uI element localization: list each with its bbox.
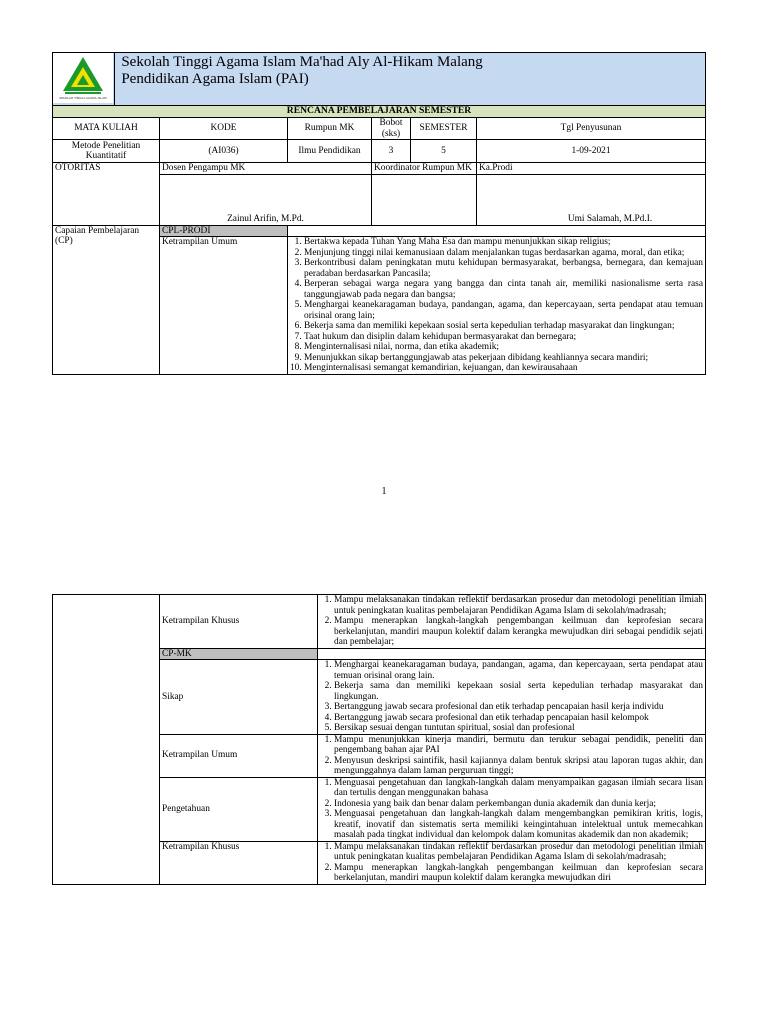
pengetahuan-cell xyxy=(318,777,706,841)
header-tgl-penyusunan: Tgl Penyusunan xyxy=(477,118,706,140)
header-semester: SEMESTER xyxy=(411,118,477,140)
koordinator-header: Koordinator Rumpun MK xyxy=(372,163,477,175)
ketrampilan-khusus-cell xyxy=(318,595,706,649)
list-item: 2. Mampu menerapkan langkah-langkah pengembangan keilmuan dan keprofesian secara berkelanjutan, mandiri maupun kolektif dalam kerangka mewujudkan diri sebagai pendidik sejati dan pembelajar; xyxy=(334,616,703,648)
kaprodi-header: Ka.Prodi xyxy=(477,163,706,175)
course-semester: 5 xyxy=(411,140,477,163)
list-item: 1. Mampu melaksanakan tindakan reflektif berdasarkan prosedur dan metodologi penelitian ilmiah untuk peningkatan kualitas pembelajaran Pendidikan Agama Islam di sekolah/madrasah; xyxy=(334,595,703,616)
header-bobot: Bobot (sks) xyxy=(372,118,411,140)
list-item: 6. Bekerja sama dan memiliki kepekaan sosial serta kepedulian terhadap masyarakat dan lingkungan; xyxy=(304,321,703,332)
ketrampilan-khusus-cpmk-cell xyxy=(318,841,706,884)
list-item: 5. Bersikap sesuai dengan tuntutan spiritual, sosial dan profesional xyxy=(334,723,703,734)
course-date: 1-09-2021 xyxy=(477,140,706,163)
institution-name: Sekolah Tinggi Agama Islam Ma'had Aly Al-Hikam Malang xyxy=(121,54,483,70)
dosen-pengampu-name: Zainul Arifin, M.Pd. xyxy=(160,174,372,225)
document-title: RENCANA PEMBELAJARAN SEMESTER xyxy=(53,106,706,118)
list-item: 1. Mampu menunjukkan kinerja mandiri, bermutu dan terukur sebagai pendidik, peneliti dan pengembang bahan ajar PAI xyxy=(334,735,703,756)
list-item: 7. Taat hukum dan disiplin dalam kehidupan bermasyarakat dan bernegara; xyxy=(304,332,703,343)
institution-logo xyxy=(53,53,115,105)
list-item: 5. Menghargai keanekaragaman budaya, pandangan, agama, dan kepercayaan, serta pendapat atau temuan orisinal orang lain; xyxy=(304,300,703,321)
list-item: 2. Menjunjung tinggi nilai kemanusiaan dalam menjalankan tugas berdasarkan agama, moral, dan etika; xyxy=(304,248,703,259)
pengetahuan-label: Pengetahuan xyxy=(160,777,318,841)
course-code: (AI036) xyxy=(160,140,288,163)
header-mata-kuliah: MATA KULIAH xyxy=(53,118,160,140)
pengetahuan-list xyxy=(320,778,703,841)
ketrampilan-khusus-label: Ketrampilan Khusus xyxy=(160,595,318,649)
ketrampilan-umum-cell xyxy=(288,237,706,375)
ketrampilan-umum-cpmk-cell xyxy=(318,734,706,777)
ketrampilan-umum-cpmk-list xyxy=(320,735,703,777)
list-item: 4. Bertanggung jawab secara profesional dan etik terhadap pencapaian hasil kelompok xyxy=(334,713,703,724)
header-rumpun-mk: Rumpun MK xyxy=(288,118,372,140)
sikap-cell xyxy=(318,660,706,735)
list-item: 8. Menginternalisasi nilai, norma, dan etika akademik; xyxy=(304,342,703,353)
list-item: 4. Berperan sebagai warga negara yang bangga dan cinta tanah air, memiliki nasionalisme serta rasa tanggungjawab pada negara dan bangsa; xyxy=(304,279,703,300)
course-rumpun: Ilmu Pendidikan xyxy=(288,140,372,163)
ketrampilan-khusus-list xyxy=(320,595,703,648)
ketrampilan-umum-label: Ketrampilan Umum xyxy=(160,237,288,375)
koordinator-name xyxy=(372,174,477,225)
course-sks: 3 xyxy=(372,140,411,163)
ketrampilan-khusus-cpmk-label: Ketrampilan Khusus xyxy=(160,841,318,884)
capaian-label: Capaian Pembelajaran (CP) xyxy=(53,225,160,374)
rps-table-page1 xyxy=(52,52,706,375)
dosen-pengampu-header: Dosen Pengampu MK xyxy=(160,163,372,175)
course-name: Metode Penelitian Kuantitatif xyxy=(53,140,160,163)
list-item: 2. Indonesia yang baik dan benar dalam perkembangan dunia akademik dan dunia kerja; xyxy=(334,799,703,810)
program-name: Pendidikan Agama Islam (PAI) xyxy=(121,71,309,87)
institution-header xyxy=(53,53,706,106)
ketrampilan-umum-list xyxy=(290,237,703,374)
rps-table-page2 xyxy=(52,594,706,885)
sikap-list xyxy=(320,660,703,734)
list-item: 2. Mampu menerapkan langkah-langkah pengembangan keilmuan dan keprofesian secara berkelanjutan, mandiri maupun kolektif dalam kerangka mewujudkan diri xyxy=(334,863,703,884)
list-item: 1. Bertakwa kepada Tuhan Yang Maha Esa dan mampu menunjukkan sikap religius; xyxy=(304,237,703,248)
list-item: 3. Berkontribusi dalam peningkatan mutu kehidupan bermasyarakat, berbangsa, bernegara, dan kemajuan peradaban berdasarkan Pancasila; xyxy=(304,258,703,279)
list-item: 2. Menyusun deskripsi saintifik, hasil kajiannya dalam bentuk skripsi atau laporan tugas akhir, dan mengunggahnya dalam laman perguruan tinggi; xyxy=(334,756,703,777)
cpl-prodi-label: CPL-PRODI xyxy=(160,225,288,237)
list-item: 1. Menguasai pengetahuan dan langkah-langkah dalam menyampaikan gagasan ilmiah secara lisan dan tertulis dengan menggunakan bahasa xyxy=(334,778,703,799)
list-item: 2. Bekerja sama dan memiliki kepekaan sosial serta kepedulian terhadap masyarakat dan lingkungan. xyxy=(334,681,703,702)
list-item: 10. Menginternalisasi semangat kemandirian, kejuangan, dan kewirausahaan xyxy=(304,363,703,374)
list-item: 3. Menguasai pengetahuan dan langkah-langkah dalam mengembangkan pemikiran kritis, logis, kreatif, inovatif dan sistematis serta memiliki keingintahuan intelektual untuk memecahkan masalah pada tingkat individual dan kelompok dalam komunitas akademik dan non akademik; xyxy=(334,809,703,841)
list-item: 9. Menunjukkan sikap bertanggungjawab atas pekerjaan dibidang keahliannya secara mandiri; xyxy=(304,353,703,364)
sikap-label: Sikap xyxy=(160,660,318,735)
page-number: 1 xyxy=(381,486,387,497)
otoritas-label: OTORITAS xyxy=(53,163,160,226)
kaprodi-name: Umi Salamah, M.Pd.I. xyxy=(477,174,706,225)
cpl-prodi-spacer xyxy=(288,225,706,237)
ketrampilan-khusus-cpmk-list xyxy=(320,842,703,884)
header-kode: KODE xyxy=(160,118,288,140)
list-item: 1. Mampu melaksanakan tindakan reflektif berdasarkan prosedur dan metodologi penelitian ilmiah untuk peningkatan kualitas pembelajaran Pendidikan Agama Islam di sekolah/madrasah; xyxy=(334,842,703,863)
list-item: 3. Bertanggung jawab secara profesional dan etik terhadap pencapaian hasil kerja individu xyxy=(334,702,703,713)
capaian-continued-cell xyxy=(53,595,160,885)
list-item: 1. Menghargai keanekaragaman budaya, pandangan, agama, dan kepercayaan, serta pendapat atau temuan orisinal orang lain. xyxy=(334,660,703,681)
cpmk-label: CP-MK xyxy=(160,648,318,660)
cpmk-spacer xyxy=(318,648,706,660)
ketrampilan-umum-cpmk-label: Ketrampilan Umum xyxy=(160,734,318,777)
logo-emblem-icon xyxy=(53,53,113,103)
logo-caption: SEKOLAH TINGGI AGAMA ISLAM xyxy=(59,96,107,100)
